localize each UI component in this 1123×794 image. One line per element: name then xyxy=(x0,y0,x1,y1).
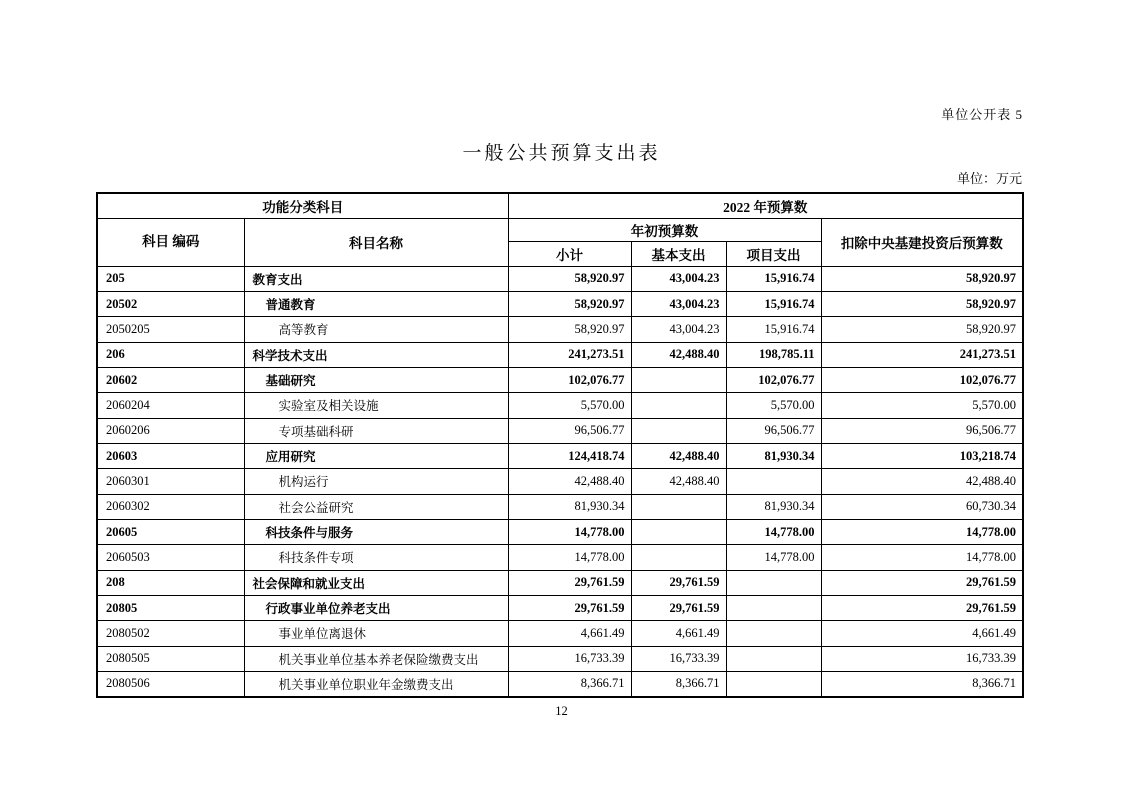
after-deduction-cell: 14,778.00 xyxy=(821,545,1023,570)
after-deduction-cell: 29,761.59 xyxy=(821,595,1023,620)
table-row xyxy=(97,443,1023,468)
subject-code-cell: 2060206 xyxy=(97,418,244,443)
after-deduction-cell: 58,920.97 xyxy=(821,266,1023,291)
subtotal-cell: 102,076.77 xyxy=(508,367,631,392)
page-number: 12 xyxy=(555,704,568,718)
subject-code-cell: 206 xyxy=(97,342,244,367)
project-expenditure-cell: 14,778.00 xyxy=(726,545,821,570)
subtotal-cell: 8,366.71 xyxy=(508,672,631,697)
project-expenditure-cell: 198,785.11 xyxy=(726,342,821,367)
after-deduction-cell: 4,661.49 xyxy=(821,621,1023,646)
subject-name-cell: 机关事业单位基本养老保险缴费支出 xyxy=(244,646,508,671)
subject-code-cell: 2080505 xyxy=(97,646,244,671)
table-row xyxy=(97,545,1023,570)
table-row xyxy=(97,672,1023,697)
subject-code-cell: 20602 xyxy=(97,367,244,392)
after-deduction-cell: 42,488.40 xyxy=(821,469,1023,494)
after-deduction-cell: 60,730.34 xyxy=(821,494,1023,519)
project-expenditure-cell: 14,778.00 xyxy=(726,519,821,544)
basic-expenditure-cell xyxy=(631,367,726,392)
project-expenditure-cell xyxy=(726,672,821,697)
table-row xyxy=(97,646,1023,671)
table-header xyxy=(97,193,1023,266)
subtotal-cell: 96,506.77 xyxy=(508,418,631,443)
basic-expenditure-cell xyxy=(631,519,726,544)
subject-name-cell: 机关事业单位职业年金缴费支出 xyxy=(244,672,508,697)
basic-expenditure-cell: 42,488.40 xyxy=(631,469,726,494)
project-expenditure-cell: 96,506.77 xyxy=(726,418,821,443)
basic-expenditure-cell: 4,661.49 xyxy=(631,621,726,646)
basic-expenditure-cell: 43,004.23 xyxy=(631,317,726,342)
subject-name-cell: 高等教育 xyxy=(244,317,508,342)
page-title: 一般公共预算支出表 xyxy=(462,143,661,164)
subject-name-cell: 教育支出 xyxy=(244,266,508,291)
subtotal-cell: 58,920.97 xyxy=(508,291,631,316)
subject-name-cell: 机构运行 xyxy=(244,469,508,494)
after-deduction-cell: 16,733.39 xyxy=(821,646,1023,671)
subject-name-cell: 事业单位离退休 xyxy=(244,621,508,646)
after-deduction-cell: 102,076.77 xyxy=(821,367,1023,392)
header-year-begin-budget: 年初预算数 xyxy=(508,218,821,241)
basic-expenditure-cell xyxy=(631,393,726,418)
subject-code-cell: 2060301 xyxy=(97,469,244,494)
subtotal-cell: 16,733.39 xyxy=(508,646,631,671)
header-project-expenditure: 项目支出 xyxy=(726,241,821,266)
basic-expenditure-cell: 43,004.23 xyxy=(631,291,726,316)
subject-name-cell: 行政事业单位养老支出 xyxy=(244,595,508,620)
subtotal-cell: 14,778.00 xyxy=(508,545,631,570)
subtotal-cell: 81,930.34 xyxy=(508,494,631,519)
project-expenditure-cell xyxy=(726,646,821,671)
project-expenditure-cell xyxy=(726,469,821,494)
basic-expenditure-cell: 43,004.23 xyxy=(631,266,726,291)
subject-code-cell: 2060204 xyxy=(97,393,244,418)
table-row xyxy=(97,494,1023,519)
subject-code-cell: 2060302 xyxy=(97,494,244,519)
table-row xyxy=(97,266,1023,291)
project-expenditure-cell xyxy=(726,570,821,595)
after-deduction-cell: 96,506.77 xyxy=(821,418,1023,443)
subject-code-cell: 2080502 xyxy=(97,621,244,646)
after-deduction-cell: 29,761.59 xyxy=(821,570,1023,595)
subtotal-cell: 42,488.40 xyxy=(508,469,631,494)
subtotal-cell: 58,920.97 xyxy=(508,317,631,342)
basic-expenditure-cell: 29,761.59 xyxy=(631,570,726,595)
project-expenditure-cell: 15,916.74 xyxy=(726,291,821,316)
subject-code-cell: 2080506 xyxy=(97,672,244,697)
header-subject-name: 科目名称 xyxy=(244,218,508,266)
project-expenditure-cell: 15,916.74 xyxy=(726,266,821,291)
subtotal-cell: 29,761.59 xyxy=(508,570,631,595)
subtotal-cell: 5,570.00 xyxy=(508,393,631,418)
project-expenditure-cell: 81,930.34 xyxy=(726,494,821,519)
subject-code-cell: 2050205 xyxy=(97,317,244,342)
subject-name-cell: 实验室及相关设施 xyxy=(244,393,508,418)
subject-name-cell: 基础研究 xyxy=(244,367,508,392)
budget-expenditure-table xyxy=(96,192,1024,698)
table-row xyxy=(97,367,1023,392)
header-basic-expenditure: 基本支出 xyxy=(631,241,726,266)
project-expenditure-cell xyxy=(726,595,821,620)
subject-name-cell: 专项基础科研 xyxy=(244,418,508,443)
table-row xyxy=(97,595,1023,620)
subtotal-cell: 29,761.59 xyxy=(508,595,631,620)
subject-name-cell: 应用研究 xyxy=(244,443,508,468)
subject-code-cell: 205 xyxy=(97,266,244,291)
subject-code-cell: 208 xyxy=(97,570,244,595)
after-deduction-cell: 241,273.51 xyxy=(821,342,1023,367)
header-budget-2022: 2022 年预算数 xyxy=(508,193,1023,218)
project-expenditure-cell: 102,076.77 xyxy=(726,367,821,392)
subject-code-cell: 20805 xyxy=(97,595,244,620)
table-row xyxy=(97,519,1023,544)
after-deduction-cell: 58,920.97 xyxy=(821,291,1023,316)
subject-name-cell: 科技条件与服务 xyxy=(244,519,508,544)
basic-expenditure-cell: 42,488.40 xyxy=(631,342,726,367)
basic-expenditure-cell: 16,733.39 xyxy=(631,646,726,671)
table-row xyxy=(97,317,1023,342)
budget-table-body xyxy=(97,266,1023,697)
project-expenditure-cell: 81,930.34 xyxy=(726,443,821,468)
unit-label: 单位：万元 xyxy=(956,171,1022,186)
subject-name-cell: 社会公益研究 xyxy=(244,494,508,519)
subject-code-cell: 20603 xyxy=(97,443,244,468)
table-row xyxy=(97,291,1023,316)
header-function-category: 功能分类科目 xyxy=(97,193,508,218)
subject-name-cell: 科学技术支出 xyxy=(244,342,508,367)
subject-code-cell: 20502 xyxy=(97,291,244,316)
subtotal-cell: 14,778.00 xyxy=(508,519,631,544)
disclosure-table-note: 单位公开表 5 xyxy=(941,107,1023,122)
after-deduction-cell: 58,920.97 xyxy=(821,317,1023,342)
after-deduction-cell: 14,778.00 xyxy=(821,519,1023,544)
table-row xyxy=(97,418,1023,443)
after-deduction-cell: 8,366.71 xyxy=(821,672,1023,697)
table-row xyxy=(97,621,1023,646)
basic-expenditure-cell: 29,761.59 xyxy=(631,595,726,620)
basic-expenditure-cell xyxy=(631,418,726,443)
header-after-deduction: 扣除中央基建投资后预算数 xyxy=(821,218,1023,266)
after-deduction-cell: 103,218.74 xyxy=(821,443,1023,468)
basic-expenditure-cell xyxy=(631,494,726,519)
header-subject-code: 科目 编码 xyxy=(97,218,244,266)
subject-name-cell: 普通教育 xyxy=(244,291,508,316)
subject-code-cell: 20605 xyxy=(97,519,244,544)
subject-code-cell: 2060503 xyxy=(97,545,244,570)
table-row xyxy=(97,570,1023,595)
subtotal-cell: 241,273.51 xyxy=(508,342,631,367)
project-expenditure-cell xyxy=(726,621,821,646)
basic-expenditure-cell: 8,366.71 xyxy=(631,672,726,697)
basic-expenditure-cell xyxy=(631,545,726,570)
subtotal-cell: 58,920.97 xyxy=(508,266,631,291)
project-expenditure-cell: 5,570.00 xyxy=(726,393,821,418)
subtotal-cell: 124,418.74 xyxy=(508,443,631,468)
table-row xyxy=(97,393,1023,418)
header-subtotal: 小计 xyxy=(508,241,631,266)
subject-name-cell: 社会保障和就业支出 xyxy=(244,570,508,595)
subtotal-cell: 4,661.49 xyxy=(508,621,631,646)
after-deduction-cell: 5,570.00 xyxy=(821,393,1023,418)
project-expenditure-cell: 15,916.74 xyxy=(726,317,821,342)
basic-expenditure-cell: 42,488.40 xyxy=(631,443,726,468)
table-row xyxy=(97,469,1023,494)
subject-name-cell: 科技条件专项 xyxy=(244,545,508,570)
table-row xyxy=(97,342,1023,367)
